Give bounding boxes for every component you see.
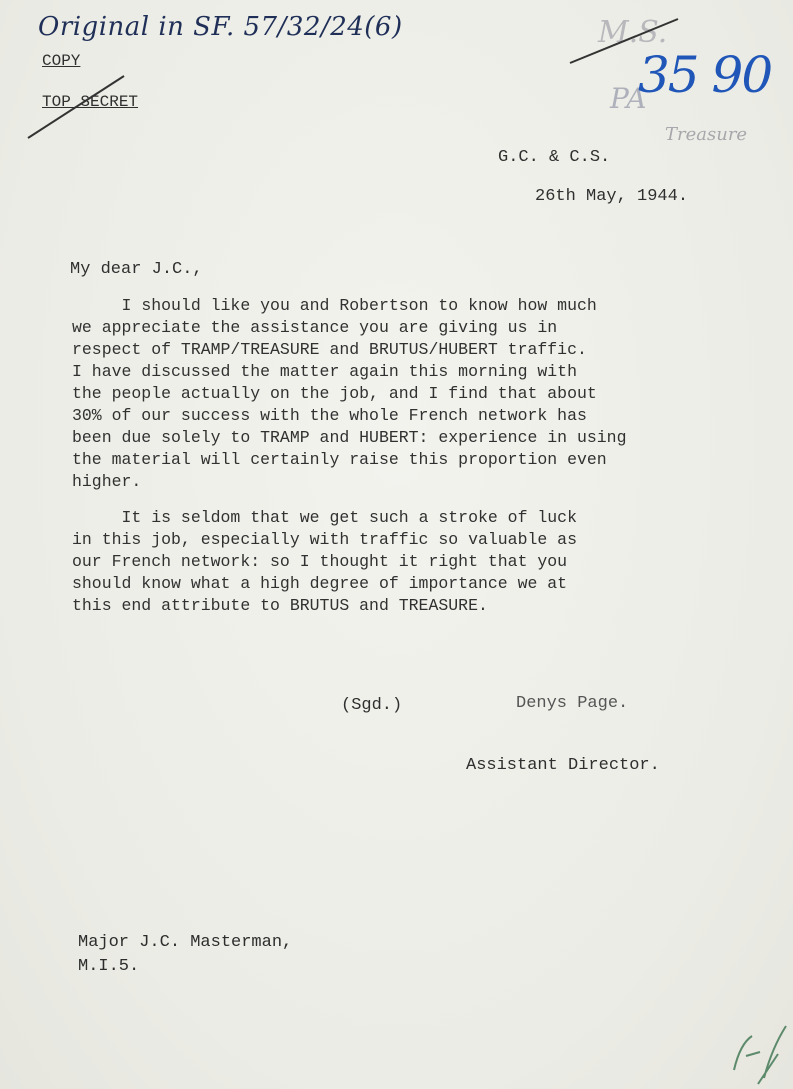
- classification-label: TOP SECRET: [42, 93, 139, 111]
- letter-date: 26th May, 1944.: [535, 187, 689, 206]
- signatory-role: Assistant Director.: [466, 756, 660, 775]
- office-line: G.C. & C.S.: [498, 148, 611, 167]
- salutation: My dear J.C.,: [70, 260, 203, 279]
- handwritten-treasure-note: Treasure: [665, 124, 748, 145]
- handwritten-initials: [728, 1018, 788, 1086]
- body-paragraph-1: I should like you and Robertson to know how much we appreciate the assistance you are giving us in respect of TRAMP/TREASURE and BRUTUS/HUBERT traffic. I have discussed the matter again this morning with the people actually on the job, and I find that about 30% of our success with the whole French network has been due solely to TRAMP and HUBERT: experience in using the material will certainly raise this proportion even higher.: [72, 296, 627, 491]
- signatory-name: Denys Page.: [516, 694, 629, 713]
- addressee-name: Major J.C. Masterman,: [78, 933, 293, 952]
- classification-strike-line: [26, 74, 126, 140]
- handwritten-original-reference: Original in SF. 57/32/24(6): [38, 12, 403, 42]
- signed-label: (Sgd.): [341, 696, 403, 715]
- addressee-block: [78, 931, 292, 979]
- handwritten-ms-note: M.S.: [598, 15, 668, 50]
- body-paragraph-2: It is seldom that we get such a stroke of luck in this job, especially with traffic so valuable as our French network: so I thought it right that you should know what a high degree of importance we at this end attribute to BRUTUS and TREASURE.: [72, 508, 577, 615]
- addressee-organization: M.I.5.: [78, 957, 140, 976]
- handwritten-pa-note: PA: [610, 82, 647, 115]
- copy-label: COPY: [42, 52, 81, 70]
- blue-reference-number: 35 90: [638, 46, 772, 104]
